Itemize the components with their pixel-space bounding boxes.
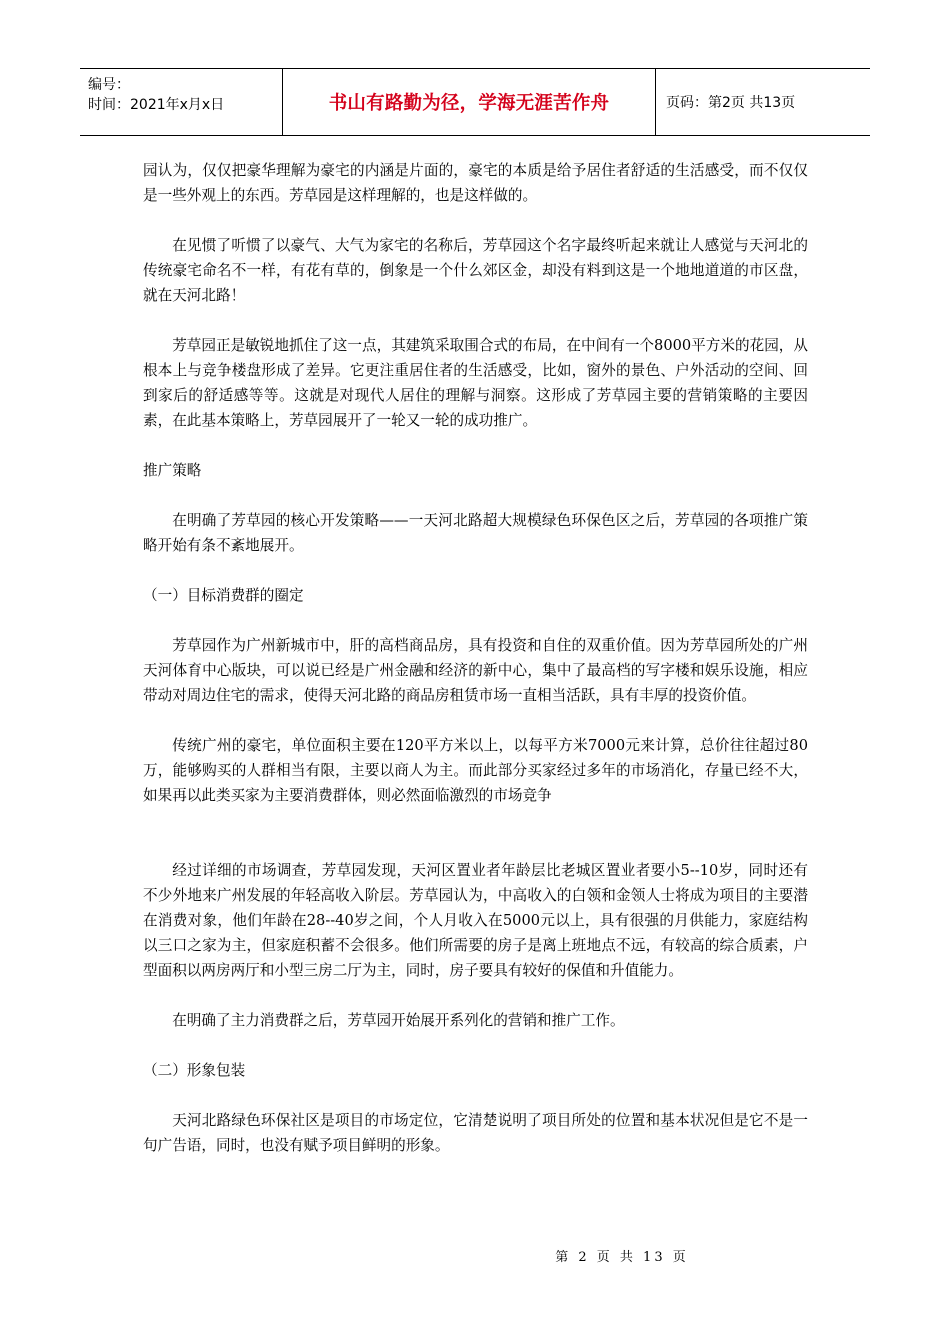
paragraph: 在见惯了听惯了以豪气、大气为家宅的名称后，芳草园这个名字最终听起来就让人感觉与天河北的传统豪宅命名不一样，有花有草的，倒象是一个什么郊区金，却没有料到这是一个地地道道的市区盘，就在天河北路！ <box>143 237 808 304</box>
section-heading: （一）目标消费群的圈定 <box>143 587 304 604</box>
page-header <box>80 68 870 136</box>
paragraph: 芳草园作为广州新城市中，肝的高档商品房，具有投资和自住的双重价值。因为芳草园所处的广州天河体育中心版块，可以说已经是广州金融和经济的新中心，集中了最高档的写字楼和娱乐设施，相应带动对周边住宅的需求，使得天河北路的商品房租赁市场一直相当活跃，具有丰厚的投资价值。 <box>143 637 808 704</box>
page-footer <box>0 1246 950 1265</box>
header-motto: 书山有路勤为径，学海无涯苦作舟 <box>283 69 656 135</box>
paragraph: 传统广州的豪宅，单位面积主要在120平方米以上，以每平方米7000元来计算，总价往往超过80万，能够购买的人群相当有限，主要以商人为主。而此部分买家经过多年的市场消化，存量已经不大，如果再以此类买家为主要消费群体，则必然面临激烈的市场竞争 <box>143 737 808 804</box>
paragraph: 经过详细的市场调查，芳草园发现，天河区置业者年龄层比老城区置业者要小5--10岁，同时还有不少外地来广州发展的年轻高收入阶层。芳草园认为，中高收入的白领和金领人士将成为项目的主要潜在消费对象，他们年龄在28--40岁之间，个人月收入在5000元以上，具有很强的月供能力，家庭结构以三口之家为主，但家庭积蓄不会很多。他们所需要的房子是离上班地点不远，有较高的综合质素，户型面积以两房两厅和小型三房二厅为主，同时，房子要具有较好的保值和升值能力。 <box>143 862 808 979</box>
paragraph: 芳草园正是敏锐地抓住了这一点，其建筑采取围合式的布局，在中间有一个8000平方米的花园，从根本上与竞争楼盘形成了差异。它更注重居住者的生活感受，比如，窗外的景色、户外活动的空间、回到家后的舒适感等等。这就是对现代人居住的理解与洞察。这形成了芳草园主要的营销策略的主要因素，在此基本策略上，芳草园展开了一轮又一轮的成功推广。 <box>143 337 808 429</box>
footer-page-number: 第 2 页 共 13 页 <box>555 1250 689 1265</box>
paragraph: 园认为，仅仅把豪华理解为豪宅的内涵是片面的，豪宅的本质是给予居住者舒适的生活感受，而不仅仅是一些外观上的东西。芳草园是这样理解的，也是这样做的。 <box>143 162 808 204</box>
paragraph: 天河北路绿色环保社区是项目的市场定位，它清楚说明了项目所处的位置和基本状况但是它不是一句广告语，同时，也没有赋予项目鲜明的形象。 <box>143 1112 808 1154</box>
paragraph: 在明确了芳草园的核心开发策略——一天河北路超大规模绿色环保色区之后，芳草园的各项推广策略开始有条不紊地展开。 <box>143 512 808 554</box>
header-meta <box>80 69 283 135</box>
date-label: 时间：2021年x月x日 <box>88 97 225 113</box>
document-body <box>143 158 808 1158</box>
header-page-info: 页码：第2页 共13页 <box>666 95 796 111</box>
code-label: 编号： <box>88 77 130 93</box>
section-heading: （二）形象包装 <box>143 1062 246 1079</box>
paragraph: 在明确了主力消费群之后，芳草园开始展开系列化的营销和推广工作。 <box>172 1012 625 1029</box>
section-heading: 推广策略 <box>143 462 202 479</box>
